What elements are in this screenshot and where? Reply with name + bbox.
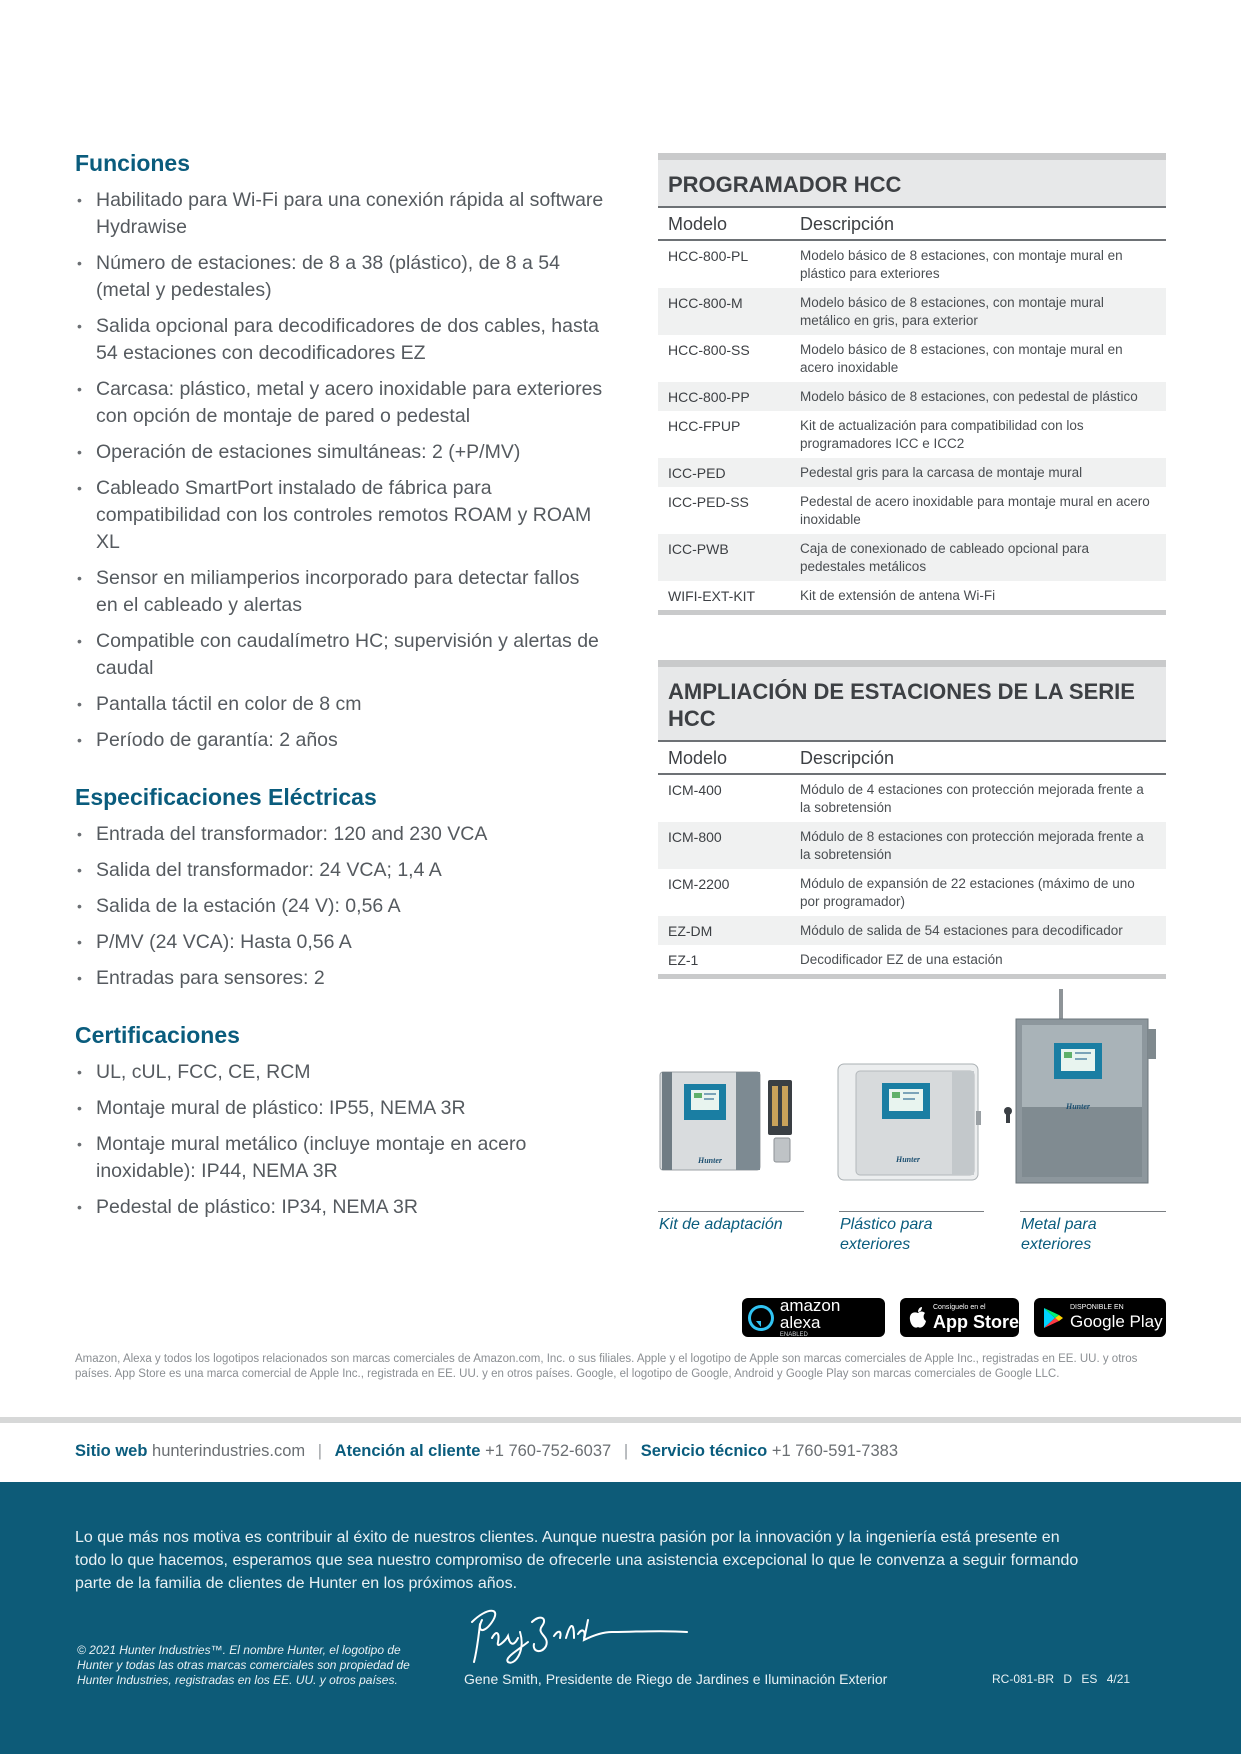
table-row xyxy=(658,382,1166,411)
product-gallery xyxy=(658,985,1166,1255)
google-play-badge-text xyxy=(1070,1304,1163,1331)
alexa-name: amazon alexa xyxy=(779,1295,841,1332)
list-item: • Salida opcional para decodificadores de dos cables, hasta 54 estaciones con decodificadores EZ xyxy=(75,313,605,367)
model-cell: ICC-PED xyxy=(668,465,726,481)
features-section xyxy=(75,150,605,754)
description-cell: Kit de extensión de antena Wi-Fi xyxy=(800,588,996,603)
table-row xyxy=(658,775,1166,822)
website-label: Sitio web xyxy=(75,1442,148,1460)
description-cell: Caja de conexionado de cableado opcional para pedestales metálicos xyxy=(800,541,1089,574)
list-item: • Cableado SmartPort instalado de fábrica para compatibilidad con los controles remotos ROAM y ROAM XL xyxy=(75,475,605,556)
alexa-badge-text xyxy=(780,1297,885,1339)
tech-service-label: Servicio técnico xyxy=(640,1442,768,1460)
certifications-list xyxy=(75,1059,605,1221)
list-item: • UL, cUL, FCC, CE, RCM xyxy=(75,1059,605,1086)
table-row xyxy=(658,916,1166,945)
google-play-icon xyxy=(1043,1307,1063,1329)
list-item: • Habilitado para Wi-Fi para una conexión rápida al software Hydrawise xyxy=(75,187,605,241)
description-cell: Pedestal de acero inoxidable para montaje mural en acero inoxidable xyxy=(800,494,1150,527)
app-store-badge-text xyxy=(933,1304,1019,1332)
model-cell: HCC-800-M xyxy=(668,295,743,311)
plastic-controller-image xyxy=(834,1061,990,1183)
table-header xyxy=(658,208,1166,241)
google-play-small: DISPONIBLE EN xyxy=(1070,1304,1124,1311)
list-item: • Salida de la estación (24 V): 0,56 A xyxy=(75,893,605,920)
features-title: Funciones xyxy=(75,150,191,176)
separator: | xyxy=(623,1442,629,1460)
list-item: • Pedestal de plástico: IP34, NEMA 3R xyxy=(75,1194,605,1221)
divider-band xyxy=(0,1417,1241,1423)
table-row xyxy=(658,822,1166,869)
caption-metal-outdoor: Metal para exteriores xyxy=(1021,1216,1097,1253)
app-store-big: App Store xyxy=(933,1311,1020,1332)
description-cell: Modelo básico de 8 estaciones, con montaje mural metálico en gris, para exterior xyxy=(800,295,1104,328)
google-play-badge[interactable] xyxy=(1034,1298,1166,1337)
mission-statement: Lo que más nos motiva es contribuir al éxito de nuestros clientes. Aunque nuestra pasión por la innovación y la ingeniería está presente en todo lo que hacemos, esperamos que sea nuestro compromiso de ofrecerle una asistencia excepcional lo que le convenza a seguir formando parte de la familia de clientes de Hunter en los próximos años. xyxy=(75,1529,1079,1592)
model-cell: WIFI-EXT-KIT xyxy=(668,588,756,604)
table-row xyxy=(658,335,1166,382)
model-cell: HCC-800-PP xyxy=(668,389,750,405)
caption-rule xyxy=(658,1211,804,1212)
table-top-bar xyxy=(658,660,1166,667)
list-item: • Salida del transformador: 24 VCA; 1,4 A xyxy=(75,857,605,884)
list-item: • Operación de estaciones simultáneas: 2 (+P/MV) xyxy=(75,439,605,466)
table-row xyxy=(658,869,1166,916)
controller-table-title: PROGRAMADOR HCC xyxy=(658,160,1166,208)
table-row xyxy=(658,945,1166,974)
expansion-table xyxy=(658,660,1166,979)
table-row xyxy=(658,581,1166,610)
table-row xyxy=(658,458,1166,487)
electrical-section xyxy=(75,784,605,992)
electrical-title: Especificaciones Eléctricas xyxy=(75,784,377,810)
metal-controller-image xyxy=(1004,989,1164,1185)
caption-retrofit-kit: Kit de adaptación xyxy=(659,1216,783,1233)
caption-plastic-outdoor: Plástico para exteriores xyxy=(840,1216,933,1253)
website-link[interactable]: hunterindustries.com xyxy=(152,1442,306,1460)
tech-service-phone[interactable]: +1 760-591-7383 xyxy=(771,1442,899,1460)
list-item: • Período de garantía: 2 años xyxy=(75,727,605,754)
table-bottom-bar xyxy=(658,610,1166,615)
model-cell: ICM-2200 xyxy=(668,876,730,892)
description-cell: Modelo básico de 8 estaciones, con pedestal de plástico xyxy=(800,389,1138,404)
description-cell: Decodificador EZ de una estación xyxy=(800,952,1003,967)
description-cell: Modelo básico de 8 estaciones, con montaje mural en plástico para exteriores xyxy=(800,248,1123,281)
column-header-description: Descripción xyxy=(800,214,895,234)
apple-icon xyxy=(909,1307,927,1329)
model-cell: HCC-FPUP xyxy=(668,418,741,434)
description-cell: Módulo de salida de 54 estaciones para decodificador xyxy=(800,923,1123,938)
table-body xyxy=(658,241,1166,610)
list-item: • Carcasa: plástico, metal y acero inoxidable para exteriores con opción de montaje de pared o pedestal xyxy=(75,376,605,430)
column-header-model: Modelo xyxy=(668,214,728,234)
google-play-big: Google Play xyxy=(1070,1312,1163,1331)
footer xyxy=(0,1482,1241,1754)
electrical-list xyxy=(75,821,605,992)
hunter-logo-text: Hunter xyxy=(1066,1102,1091,1111)
hunter-logo-text: Hunter xyxy=(896,1155,921,1164)
certifications-section xyxy=(75,1022,605,1221)
app-store-small: Consíguelo en el xyxy=(933,1303,986,1311)
model-cell: ICM-400 xyxy=(668,782,722,798)
table-header xyxy=(658,742,1166,775)
list-item: • Montaje mural metálico (incluye montaje en acero inoxidable): IP44, NEMA 3R xyxy=(75,1131,605,1185)
description-cell: Modelo básico de 8 estaciones, con montaje mural en acero inoxidable xyxy=(800,342,1123,375)
customer-service-phone[interactable]: +1 760-752-6037 xyxy=(485,1442,612,1460)
signature-image xyxy=(462,1602,692,1677)
alexa-icon xyxy=(748,1305,774,1331)
caption-rule xyxy=(839,1211,984,1212)
column-header-description: Descripción xyxy=(800,748,895,768)
model-cell: ICC-PED-SS xyxy=(668,494,749,510)
table-row xyxy=(658,411,1166,458)
table-row xyxy=(658,288,1166,335)
amazon-alexa-badge[interactable] xyxy=(742,1295,885,1338)
controller-table xyxy=(658,153,1166,615)
separator: | xyxy=(317,1442,323,1460)
model-cell: HCC-800-SS xyxy=(668,342,750,358)
left-column xyxy=(75,150,605,1251)
model-cell: HCC-800-PL xyxy=(668,248,749,264)
caption-rule xyxy=(1020,1211,1166,1212)
model-cell: ICM-800 xyxy=(668,829,722,845)
list-item: • Pantalla táctil en color de 8 cm xyxy=(75,691,605,718)
hunter-logo-text: Hunter xyxy=(698,1156,723,1165)
list-item: • Entradas para sensores: 2 xyxy=(75,965,605,992)
expansion-table-title: AMPLIACIÓN DE ESTACIONES DE LA SERIE HCC xyxy=(658,667,1166,742)
list-item: • Número de estaciones: de 8 a 38 (plástico), de 8 a 54 (metal y pedestales) xyxy=(75,250,605,304)
table-body xyxy=(658,775,1166,974)
description-cell: Módulo de expansión de 22 estaciones (máximo de uno por programador) xyxy=(800,876,1135,909)
list-item: • Entrada del transformador: 120 and 230 VCA xyxy=(75,821,605,848)
description-cell: Módulo de 8 estaciones con protección mejorada frente a la sobretensión xyxy=(800,829,1144,862)
description-cell: Módulo de 4 estaciones con protección mejorada frente a la sobretensión xyxy=(800,782,1144,815)
copyright-notice: © 2021 Hunter Industries™. El nombre Hunter, el logotipo de Hunter y todas las otras marcas comerciales son propiedad de Hunter Industries, registradas en los EE. UU. y otros países. xyxy=(77,1643,410,1687)
description-cell: Pedestal gris para la carcasa de montaje mural xyxy=(800,465,1083,480)
features-list xyxy=(75,187,605,754)
certifications-title: Certificaciones xyxy=(75,1022,240,1048)
model-cell: ICC-PWB xyxy=(668,541,729,557)
document-code: RC-081-BR D ES 4/21 xyxy=(992,1672,1131,1686)
model-cell: EZ-1 xyxy=(668,952,699,968)
table-row xyxy=(658,487,1166,534)
table-top-bar xyxy=(658,153,1166,160)
list-item: • Montaje mural de plástico: IP55, NEMA 3R xyxy=(75,1095,605,1122)
signer-name: Gene Smith, Presidente de Riego de Jardines e Iluminación Exterior xyxy=(464,1671,888,1687)
trademark-fineprint: Amazon, Alexa y todos los logotipos relacionados son marcas comerciales de Amazon.com, Inc. o sus filiales. Apple y el logotipo de Apple son marcas comerciales de Apple Inc., registradas en EE. UU. y otros países. App Store es una marca comercial de Apple Inc., registrada en EE. UU. y en otros países. Google, el logotipo de Google, Android y Google Play son marcas comerciales de Google LLC. xyxy=(75,1353,1138,1380)
app-store-badge[interactable] xyxy=(900,1298,1019,1337)
retrofit-kit-image xyxy=(658,1070,806,1175)
table-bottom-bar xyxy=(658,974,1166,979)
alexa-sub: ENABLED xyxy=(779,1331,808,1338)
customer-service-label: Atención al cliente xyxy=(334,1442,481,1460)
table-row xyxy=(658,534,1166,581)
column-header-model: Modelo xyxy=(668,748,728,768)
contact-bar xyxy=(75,1442,898,1461)
table-row xyxy=(658,241,1166,288)
list-item: • P/MV (24 VCA): Hasta 0,56 A xyxy=(75,929,605,956)
list-item: • Compatible con caudalímetro HC; supervisión y alertas de caudal xyxy=(75,628,605,682)
description-cell: Kit de actualización para compatibilidad con los programadores ICC e ICC2 xyxy=(800,418,1084,451)
model-cell: EZ-DM xyxy=(668,923,713,939)
list-item: • Sensor en miliamperios incorporado para detectar fallos en el cableado y alertas xyxy=(75,565,605,619)
